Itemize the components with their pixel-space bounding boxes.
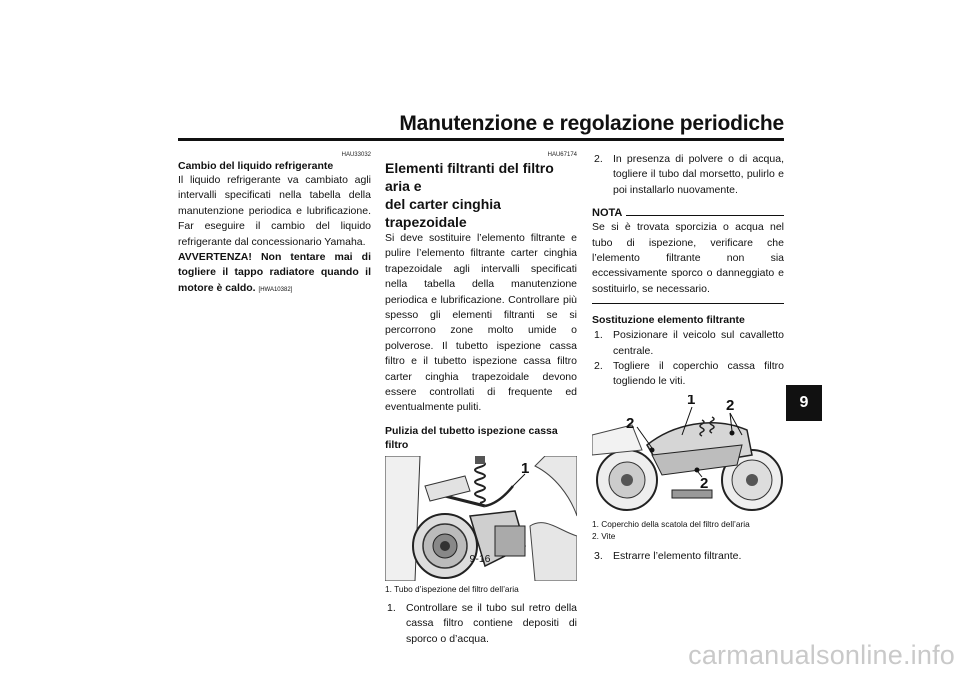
- air-filter-paragraph: Si deve sostituire l’elemento filtrante e pulire l’elemento filtrante carter cinghia trapezoidale agli intervalli specificati nella tabella della manutenzione periodica e lubrificazione. Controllare più spesso gli elementi filtranti se si percorrono zone molto umide o polverose. Il tubetto ispezione cassa filtro e il tubetto ispezione cassa filtro carter cinghia trapezoidale devono essere controllati di frequente ed eventualmente puliti.: [385, 232, 577, 414]
- section-heading-coolant: Cambio del liquido refrigerante: [178, 160, 334, 172]
- list-item: [592, 328, 784, 359]
- step-number: 2.: [594, 153, 603, 165]
- subheading-inspection-tube: Pulizia del tubetto ispezione cassa filtro: [385, 424, 558, 451]
- figure-caption-1: 1. Coperchio della scatola del filtro dell’aria: [592, 518, 750, 529]
- heading-line-2: del carter cinghia trapezoidale: [385, 196, 501, 230]
- coolant-warning: AVVERTENZA! Non tentare mai di togliere il tappo radiatore quando il motore è caldo.: [178, 251, 371, 294]
- step-text: Controllare se il tubo sul retro della cassa filtro contiene depositi di sporco o d’acqua.: [406, 601, 577, 645]
- step-number: 2.: [594, 360, 603, 373]
- figure-label-1: 1: [687, 394, 696, 408]
- watermark: carmanualsonline.info: [688, 640, 955, 670]
- nota-header: [592, 207, 784, 219]
- list-item: [592, 152, 784, 198]
- step-text: Estrarre l’elemento filtrante.: [613, 549, 742, 562]
- steps-list-extract: [592, 549, 784, 564]
- figure-label-2: 2: [626, 414, 635, 432]
- list-item: [592, 359, 784, 390]
- left-column: [178, 152, 371, 298]
- chapter-tab[interactable]: 9: [786, 385, 822, 421]
- nota-end-rule: [592, 303, 784, 304]
- figure-caption: 1. Tubo d’ispezione del filtro dell’aria: [385, 583, 519, 594]
- section-code: HAU33032: [341, 152, 371, 158]
- nota-title: NOTA: [592, 207, 623, 220]
- step-number: 1.: [594, 329, 603, 342]
- step-number: 1.: [387, 601, 396, 614]
- coolant-paragraph: Il liquido refrigerante va cambiato agli intervalli specificati nella tabella della manutenzione periodica e lubrificazione. Far eseguire il cambio del liquido refrigerante dal concessionario Yamaha.: [178, 174, 371, 248]
- figure-filter-cover: [592, 395, 784, 515]
- step-number: 3.: [594, 549, 603, 562]
- warning-code: [HWA10382]: [258, 286, 293, 293]
- subheading-filter-replacement: Sostituzione elemento filtrante: [592, 314, 745, 327]
- list-item: [592, 549, 784, 564]
- step-text: Togliere il coperchio cassa filtro togliendo le viti.: [613, 360, 784, 388]
- coolant-warning-block: [178, 250, 371, 298]
- step-text: In presenza di polvere o di acqua, togliere il tubo dal morsetto, pulirlo e poi installarlo nuovamente.: [613, 153, 784, 196]
- section-code: HAU67174: [547, 152, 577, 158]
- page-number: 9-16: [469, 553, 491, 565]
- nota-rule: [626, 215, 784, 216]
- figure-caption-2: 2. Vite: [592, 530, 616, 541]
- right-column: [592, 152, 784, 564]
- filter-cover-illustration: [592, 395, 784, 515]
- middle-column: [385, 152, 577, 647]
- page-header-title: Manutenzione e regolazione periodiche: [399, 112, 784, 135]
- header-rule: [178, 138, 784, 141]
- steps-list-replacement: [592, 328, 784, 390]
- section-heading-air-filter: [385, 159, 577, 231]
- steps-list-cleaning: [592, 152, 784, 198]
- figure-label-1: 1: [521, 459, 530, 477]
- heading-line-1: Elementi filtranti del filtro aria e: [385, 160, 554, 194]
- figure-label-2: 2: [726, 396, 735, 414]
- figure-label-2: 2: [700, 474, 709, 492]
- step-text: Posizionare il veicolo sul cavalletto centrale.: [613, 329, 784, 357]
- nota-text: Se si è trovata sporcizia o acqua nel tubo di ispezione, verificare che l’elemento filtrante non sia eccessivamente sporco o danneggiato e sostituirlo, se necessario.: [592, 221, 784, 295]
